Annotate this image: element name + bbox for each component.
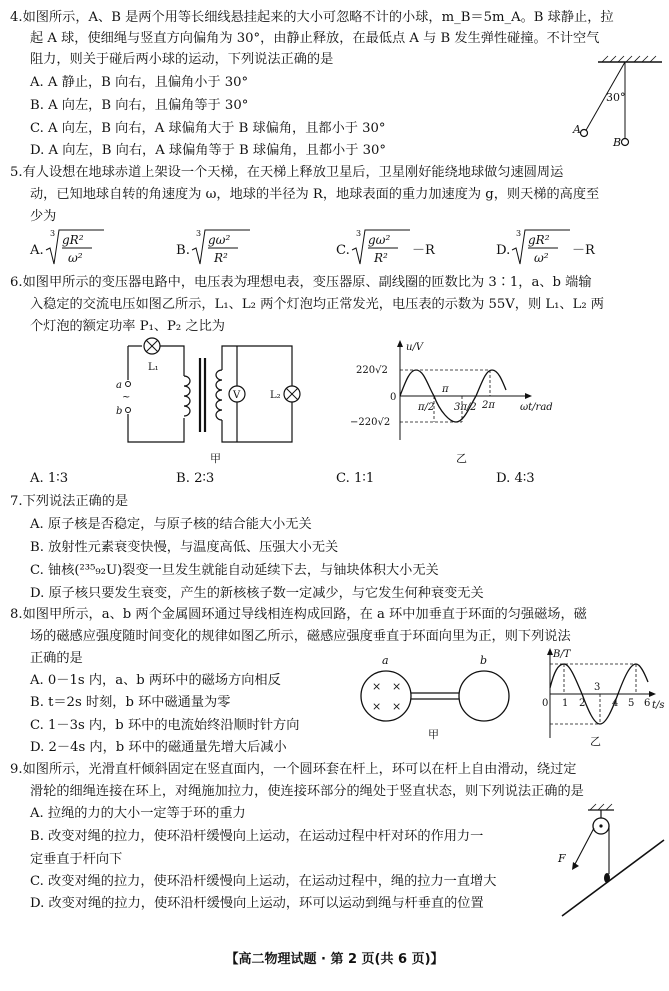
q6-stem-line2: 入稳定的交流电压如图乙所示，L₁、L₂ 两个灯泡均正常发光，电压表的示数为 55V，则 L₁、L₂ 两 (30, 297, 604, 312)
q9-option-a: A. 拉绳的力的大小一定等于环的重力 (30, 806, 246, 821)
q8-stem-line1: 8.如图甲所示，a、b 两个金属圆环通过导线相连构成回路，在 a 环中加垂直于环面的匀强磁场，磁 (10, 607, 587, 622)
q4-option-c: C. A 向左，B 向右，A 球偏角大于 B 球偏角，且都小于 30° (30, 121, 386, 136)
svg-text:ω²: ω² (534, 251, 549, 265)
q4-stem-line3: 阻力，则关于碰后两小球的运动，下列说法正确的是 (30, 52, 334, 67)
q8-tick-0: 0 (542, 698, 549, 709)
q8-tick-4: 4 (612, 698, 619, 709)
page-footer: 【高二物理试题 · 第 2 页(共 6 页)】 (225, 952, 444, 967)
svg-text:3: 3 (356, 229, 362, 238)
q5-stem-line2: 动，已知地球自转的角速度为 ω，地球的半径为 R，地球表面的重力加速度为 g，则天梯的高度至 (30, 187, 600, 202)
q9-option-b-line2: 定垂直于杆向下 (30, 852, 123, 867)
q6-l1-label: L₁ (148, 362, 159, 373)
q9-option-c: C. 改变对绳的拉力，使环沿杆缓慢向上运动，在运动过程中，绳的拉力一直增大 (30, 874, 497, 889)
q6-option-c: C. 1∶1 (336, 471, 375, 486)
q6-zero: 0 (390, 392, 397, 403)
q6-pi-half: π/2 (418, 402, 435, 413)
q4-angle-label: 30° (606, 91, 626, 104)
q7-option-b: B. 放射性元素衰变快慢，与温度高低、压强大小无关 (30, 540, 339, 555)
q6-voltage-graph (350, 340, 560, 465)
q4-option-a: A. A 静止，B 向右，且偏角小于 30° (30, 75, 249, 90)
svg-text:R²: R² (374, 251, 388, 265)
q8-stem-line2: 场的磁感应强度随时间变化的规律如图乙所示，磁感应强度垂直于环面向里为正，则下列说法 (30, 629, 571, 644)
q8-cross-2: × (392, 680, 402, 693)
q8-option-a: A. 0－1s 内，a、b 两环中的磁场方向相反 (30, 673, 281, 688)
svg-text:C.: C. (336, 243, 350, 258)
q6-stem-line3: 个灯泡的额定功率 P₁、P₂ 之比为 (30, 319, 225, 334)
q8-yi-caption: 乙 (590, 735, 601, 748)
q9-option-b-line1: B. 改变对绳的拉力，使环沿杆缓慢向上运动，在运动过程中杆对环的作用力一 (30, 829, 484, 844)
svg-text:3: 3 (516, 229, 522, 238)
q8-tick-3: 3 (594, 682, 601, 693)
q4-ball-a-label: A (573, 123, 581, 136)
q7-option-d: D. 原子核只要发生衰变，产生的新核核子数一定减少，与它发生何种衰变无关 (30, 586, 484, 601)
svg-text:~: ~ (122, 392, 131, 403)
q7-option-c: C. 铀核(²³⁵₉₂U)裂变一旦发生就能自动延续下去，与铀块体积大小无关 (30, 563, 439, 578)
q5-stem-line1: 5.有人设想在地球赤道上架设一个天梯，在天梯上释放卫星后，卫星刚好能绕地球做匀速圆周运 (10, 165, 564, 180)
q6-transformer-circuit (112, 336, 312, 466)
q8-option-c: C. 1－3s 内，b 环中的电流始终沿顺时针方向 (30, 718, 300, 733)
q8-cross-3: × (372, 700, 382, 713)
q4-stem-line1: 4.如图所示，A、B 是两个用等长细线悬挂起来的大小可忽略不计的小球，m_B＝5m_A。B 球静止，拉 (10, 10, 614, 25)
q4-option-b: B. A 向左，B 向右，且偏角等于 30° (30, 98, 249, 113)
q9-rod-figure (548, 806, 666, 918)
q6-pi: π (442, 384, 449, 395)
q6-yi-caption: 乙 (456, 452, 467, 465)
q8-option-d: D. 2－4s 内，b 环中的磁通量先增大后减小 (30, 740, 287, 755)
q6-two-pi: 2π (482, 400, 495, 411)
q8-b-graph (540, 648, 665, 748)
q6-option-d: D. 4∶3 (496, 471, 535, 486)
q9-force-label: F (558, 852, 566, 865)
q8-tick-1: 1 (562, 698, 569, 709)
q7-stem: 7.下列说法正确的是 (10, 494, 129, 509)
q8-jia-caption: 甲 (428, 728, 439, 741)
svg-text:－R: －R (412, 243, 435, 258)
svg-text:3: 3 (50, 229, 56, 238)
svg-text:3: 3 (196, 229, 202, 238)
q6-three-pi-half: 3π/2 (454, 402, 477, 413)
q5-option-d (496, 229, 596, 265)
q9-option-d: D. 改变对绳的拉力，使环沿杆缓慢向上运动，环可以运动到绳与杆垂直的位置 (30, 896, 484, 911)
q8-ring-a-label: a (382, 654, 389, 667)
svg-text:D.: D. (496, 243, 511, 258)
q8-option-b: B. t＝2s 时刻，b 环中磁通量为零 (30, 695, 231, 710)
svg-text:ω²: ω² (68, 251, 83, 265)
q9-stem-line1: 9.如图所示，光滑直杆倾斜固定在竖直面内，一个圆环套在杆上，环可以在杆上自由滑动，绕过定 (10, 762, 577, 777)
q8-xlabel: t/s (652, 700, 665, 711)
q6-a-label: a (116, 380, 122, 391)
q8-tick-6: 6 (644, 698, 651, 709)
q6-ymax: 220√2 (356, 365, 388, 376)
q8-ring-b-label: b (480, 654, 488, 667)
q6-ylabel: u/V (406, 342, 424, 353)
q6-stem-line1: 6.如图甲所示的变压器电路中，电压表为理想电表，变压器原、副线圈的匝数比为 3∶1，a、b 端输 (10, 275, 592, 290)
q4-option-d: D. A 向左，B 向右，A 球偏角等于 B 球偏角，且都小于 30° (30, 143, 387, 158)
q5-option-b (176, 229, 250, 265)
q6-voltmeter-label: V (233, 390, 241, 401)
q8-cross-1: × (372, 680, 382, 693)
q6-option-a: A. 1∶3 (30, 471, 69, 486)
q7-option-a: A. 原子核是否稳定，与原子核的结合能大小无关 (30, 517, 312, 532)
q8-stem-line3: 正确的是 (30, 651, 83, 666)
q5-option-c (336, 229, 436, 265)
svg-text:gω²: gω² (368, 233, 391, 247)
q4-stem-line2: 起 A 球，使细绳与竖直方向偏角为 30°，由静止释放，在最低点 A 与 B 发生弹性碰撞。不计空气 (30, 31, 600, 46)
svg-text:gR²: gR² (528, 233, 550, 247)
q8-tick-5: 5 (628, 698, 635, 709)
q8-cross-4: × (392, 700, 402, 713)
q5-stem-line3: 少为 (30, 209, 57, 224)
q6-l2-label: L₂ (270, 390, 281, 401)
svg-text:B.: B. (176, 243, 190, 258)
q8-tick-2: 2 (579, 698, 586, 709)
q6-jia-caption: 甲 (210, 452, 221, 465)
q5-options (30, 226, 630, 270)
q4-pendulum-figure (570, 56, 665, 156)
q6-ymin: −220√2 (350, 417, 391, 428)
q8-rings-figure (356, 652, 516, 742)
svg-text:gω²: gω² (208, 233, 231, 247)
q9-stem-line2: 滑轮的细绳连接在环上，对绳施加拉力，使连接环部分的绳处于竖直状态，则下列说法正确的是 (30, 784, 584, 799)
svg-text:－R: －R (572, 243, 595, 258)
svg-text:gR²: gR² (62, 233, 84, 247)
svg-text:A.: A. (30, 243, 44, 258)
q4-ball-b-label: B (613, 136, 622, 149)
q8-ylabel: B/T (553, 649, 571, 660)
q6-b-label: b (116, 406, 123, 417)
q6-option-b: B. 2∶3 (176, 471, 215, 486)
q6-xlabel: ωt/rad (520, 402, 553, 413)
q5-option-a (29, 229, 104, 265)
svg-text:R²: R² (214, 251, 228, 265)
